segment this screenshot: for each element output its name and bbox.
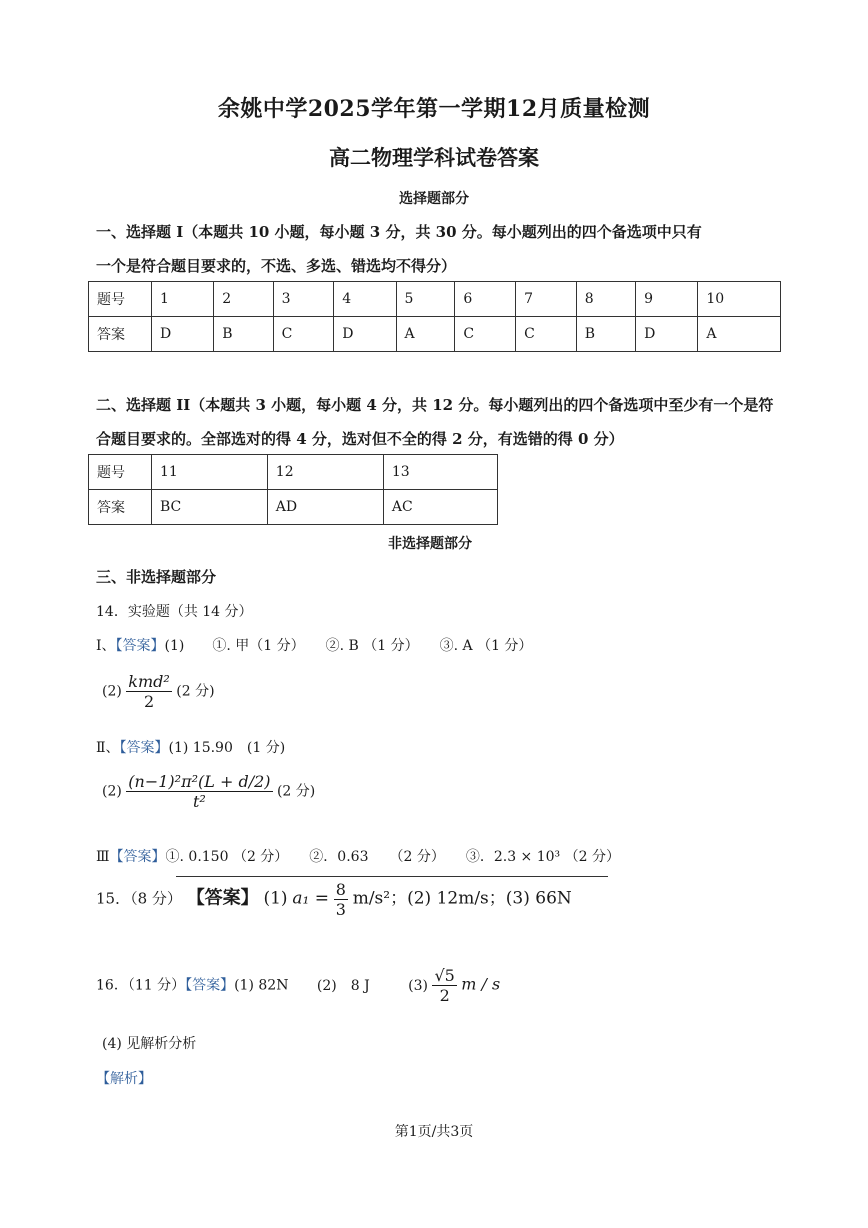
table-cell: AD xyxy=(267,490,383,525)
document-title: 余姚中学2025学年第一学期12月质量检测 xyxy=(217,96,651,122)
q14-ii2-prefix: (2) xyxy=(102,783,122,800)
table-cell: BC xyxy=(152,490,268,525)
part2-answer-table xyxy=(88,454,498,525)
table-cell: 5 xyxy=(396,282,455,317)
part1-description-line2: 一个是符合题目要求的，不选、多选、错选均不得分） xyxy=(96,257,457,275)
table-cell: B xyxy=(214,317,273,352)
q15-text-b: ；(2) 12m/s；(3) 66N xyxy=(390,888,572,909)
q14-i2-fraction xyxy=(126,672,172,711)
q14-ii-prefix: Ⅱ、 xyxy=(96,740,120,756)
part3-title: 三、非选择题部分 xyxy=(96,568,217,586)
table-cell: C xyxy=(455,317,516,352)
q15-formula-lhs: a₁ = xyxy=(292,888,329,909)
q15-line xyxy=(96,880,572,919)
fraction-numerator: 8 xyxy=(335,880,346,899)
q15-fraction xyxy=(334,880,348,919)
document-subtitle: 高二物理学科试卷答案 xyxy=(329,145,539,170)
part2-description-line1: 二、选择题 II（本题共 3 小题，每小题 4 分，共 12 分。每小题列出的四个备选项中至少有一个是符 xyxy=(96,396,774,414)
q14-iii-prefix: Ⅲ xyxy=(96,849,110,865)
q14-i2-prefix: (2) xyxy=(102,683,122,700)
q14-i-prefix: Ⅰ、 xyxy=(96,638,116,654)
answer-tag: 【答案】 xyxy=(119,740,169,756)
fraction-numerator: √5 xyxy=(434,966,455,985)
answer-tag: 【答案】 xyxy=(109,849,166,865)
table-cell: 2 xyxy=(214,282,273,317)
fraction-denominator: 2 xyxy=(439,986,450,1005)
table-cell: 12 xyxy=(267,455,383,490)
table-cell: 8 xyxy=(576,282,635,317)
table-cell: A xyxy=(396,317,455,352)
q16-part3-prefix: (3) xyxy=(408,977,429,994)
q14-i2-score: (2 分) xyxy=(176,683,215,700)
q16-fraction xyxy=(432,966,456,1005)
table-row xyxy=(89,490,498,525)
q16-part1: (1) 82N xyxy=(234,977,289,994)
q15-text-a: (1) xyxy=(263,888,288,909)
q14-ii2-line xyxy=(102,772,315,811)
q16-part3-unit: m / s xyxy=(461,974,501,994)
table-cell: 4 xyxy=(334,282,396,317)
table-cell: C xyxy=(516,317,577,352)
table-header-cell: 答案 xyxy=(89,317,152,352)
divider xyxy=(176,876,608,877)
q16-part2: (2) 8 J xyxy=(316,977,370,994)
page-footer: 第1页/共3页 xyxy=(394,1124,474,1140)
answer-tag: 【答案】 xyxy=(115,638,165,654)
table-cell: D xyxy=(636,317,698,352)
table-cell: D xyxy=(152,317,214,352)
fraction-denominator: 3 xyxy=(335,900,346,919)
fraction-numerator: kmd² xyxy=(128,672,170,691)
table-cell: C xyxy=(273,317,334,352)
analysis-tag: 【解析】 xyxy=(96,1071,152,1087)
q14-iii-text: ①. 0.150 （2 分） ②．0.63 （2 分） ③．2.3 × 10³ （2 分） xyxy=(165,849,620,865)
table-cell: 1 xyxy=(152,282,214,317)
q14-title: 14．实验题（共 14 分） xyxy=(96,604,253,620)
answer-tag: 【答案】 xyxy=(186,887,259,909)
fraction-denominator: 2 xyxy=(143,692,155,711)
table-cell: 10 xyxy=(698,282,781,317)
q16-line xyxy=(96,966,500,1005)
q16-part4: (4) 见解析分析 xyxy=(102,1036,197,1052)
part2-description-line2: 合题目要求的。全部选对的得 4 分，选对但不全的得 2 分，有选错的得 0 分） xyxy=(96,430,624,448)
fraction-denominator: t² xyxy=(192,792,206,811)
q14-ii-line xyxy=(96,737,285,757)
table-row xyxy=(89,317,781,352)
fraction-numerator: (n−1)²π²(L + d/2) xyxy=(128,772,271,791)
q14-i2-line xyxy=(102,672,215,711)
table-cell: AC xyxy=(383,490,497,525)
table-header-cell: 题号 xyxy=(89,282,152,317)
section-choice-heading: 选择题部分 xyxy=(399,191,469,207)
table-cell: A xyxy=(698,317,781,352)
table-header-cell: 题号 xyxy=(89,455,152,490)
q14-ii-text: (1) 15.90 (1 分) xyxy=(168,740,286,756)
table-cell: 9 xyxy=(636,282,698,317)
q14-iii-line xyxy=(96,846,620,866)
table-row xyxy=(89,282,781,317)
table-cell: 6 xyxy=(455,282,516,317)
part1-description-line1: 一、选择题 I（本题共 10 小题，每小题 3 分，共 30 分。每小题列出的四个备选项中只有 xyxy=(96,223,702,241)
q14-i-line xyxy=(96,635,532,655)
table-cell: B xyxy=(576,317,635,352)
part1-answer-table xyxy=(88,281,781,352)
q14-i-text: (1) ①. 甲（1 分） ②. B （1 分） ③. A （1 分） xyxy=(164,638,533,654)
section-nonchoice-heading: 非选择题部分 xyxy=(388,536,472,552)
table-row xyxy=(89,455,498,490)
table-header-cell: 答案 xyxy=(89,490,152,525)
table-cell: 13 xyxy=(383,455,497,490)
table-cell: 11 xyxy=(152,455,268,490)
table-cell: D xyxy=(334,317,396,352)
q16-prefix: 16．（11 分） xyxy=(96,977,186,994)
q14-ii2-score: (2 分) xyxy=(276,783,316,800)
table-cell: 7 xyxy=(516,282,577,317)
table-cell: 3 xyxy=(273,282,334,317)
q15-formula-unit: m/s² xyxy=(352,888,391,909)
q14-ii2-fraction xyxy=(126,772,272,811)
answer-tag: 【答案】 xyxy=(185,977,235,994)
q15-prefix: 15．（8 分） xyxy=(96,889,182,908)
